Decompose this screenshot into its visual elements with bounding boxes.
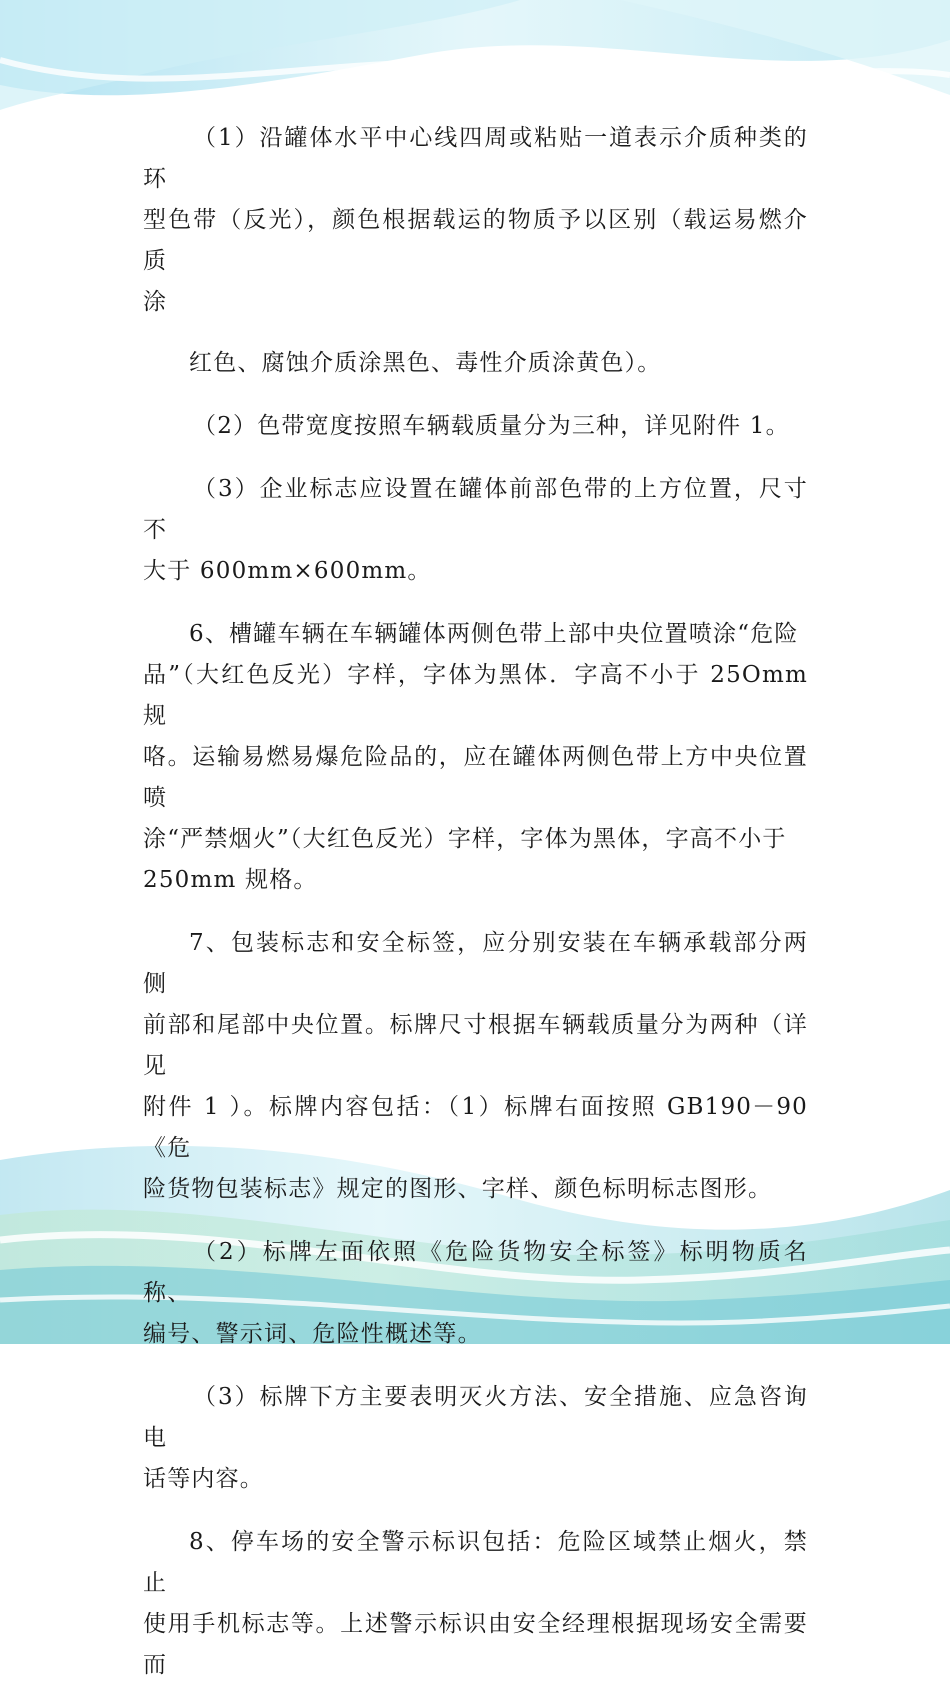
paragraph-line: 7、包装标志和安全标签，应分别安装在车辆承载部分两侧 <box>143 930 808 997</box>
paragraph-line: （3）标牌下方主要表明灭火方法、安全措施、应急咨询电 <box>143 1384 808 1451</box>
paragraph-3 <box>143 469 808 592</box>
paragraph-1 <box>143 118 808 323</box>
paragraph-line: （1）沿罐体水平中心线四周或粘贴一道表示介质种类的环 <box>143 125 808 192</box>
paragraph-line: 型色带（反光），颜色根据载运的物质予以区别（载运易燃介质 <box>143 207 808 274</box>
paragraph-8 <box>143 1522 808 1686</box>
paragraph-line: 大于 600mm×600mm。 <box>143 558 432 584</box>
paragraph-line: 险货物包装标志》规定的图形、字样、颜色标明标志图形。 <box>143 1176 773 1202</box>
paragraph-line: 红色、腐蚀介质涂黑色、毒性介质涂黄色）。 <box>189 350 662 376</box>
paragraph-line: （3）企业标志应设置在罐体前部色带的上方位置，尺寸不 <box>143 476 808 543</box>
paragraph-line: 涂“严禁烟火”（大红色反光）字样，字体为黑体，字高不小于 <box>143 826 787 852</box>
paragraph-line: 250mm 规格。 <box>143 867 318 893</box>
paragraph-5 <box>143 923 808 1210</box>
paragraph-line: 品”（大红色反光）字样，字体为黑体．字高不小于 25Omm 规 <box>143 662 808 729</box>
paragraph-6 <box>143 1232 808 1355</box>
paragraph-1-continuation <box>143 343 808 384</box>
paragraph-7 <box>143 1377 808 1500</box>
paragraph-line: 编号、警示词、危险性概述等。 <box>143 1321 482 1347</box>
paragraph-line: 附件 1 ）。标牌内容包括：（1）标牌右面按照 GB190－90 《危 <box>143 1094 808 1161</box>
paragraph-line: 使用手机标志等。上述警示标识由安全经理根据现场安全需要而 <box>143 1611 808 1678</box>
paragraph-line: 涂 <box>143 289 168 315</box>
paragraph-line: 6、槽罐车辆在车辆罐体两侧色带上部中央位置喷涂“危险 <box>189 621 799 647</box>
paragraph-line: （2）标牌左面依照《危险货物安全标签》标明物质名称、 <box>143 1239 808 1306</box>
paragraph-line: 话等内容。 <box>143 1466 264 1492</box>
paragraph-line: 8、停车场的安全警示标识包括：危险区域禁止烟火，禁止 <box>143 1529 808 1596</box>
paragraph-2 <box>143 406 808 447</box>
paragraph-4 <box>143 614 808 901</box>
paragraph-line: （2）色带宽度按照车辆载质量分为三种，详见附件 1。 <box>193 413 790 439</box>
document-body <box>143 118 808 1708</box>
paragraph-line: 咯。运输易燃易爆危险品的，应在罐体两侧色带上方中央位置喷 <box>143 744 808 811</box>
paragraph-line: 前部和尾部中央位置。标牌尺寸根据车辆载质量分为两种（详见 <box>143 1012 808 1079</box>
